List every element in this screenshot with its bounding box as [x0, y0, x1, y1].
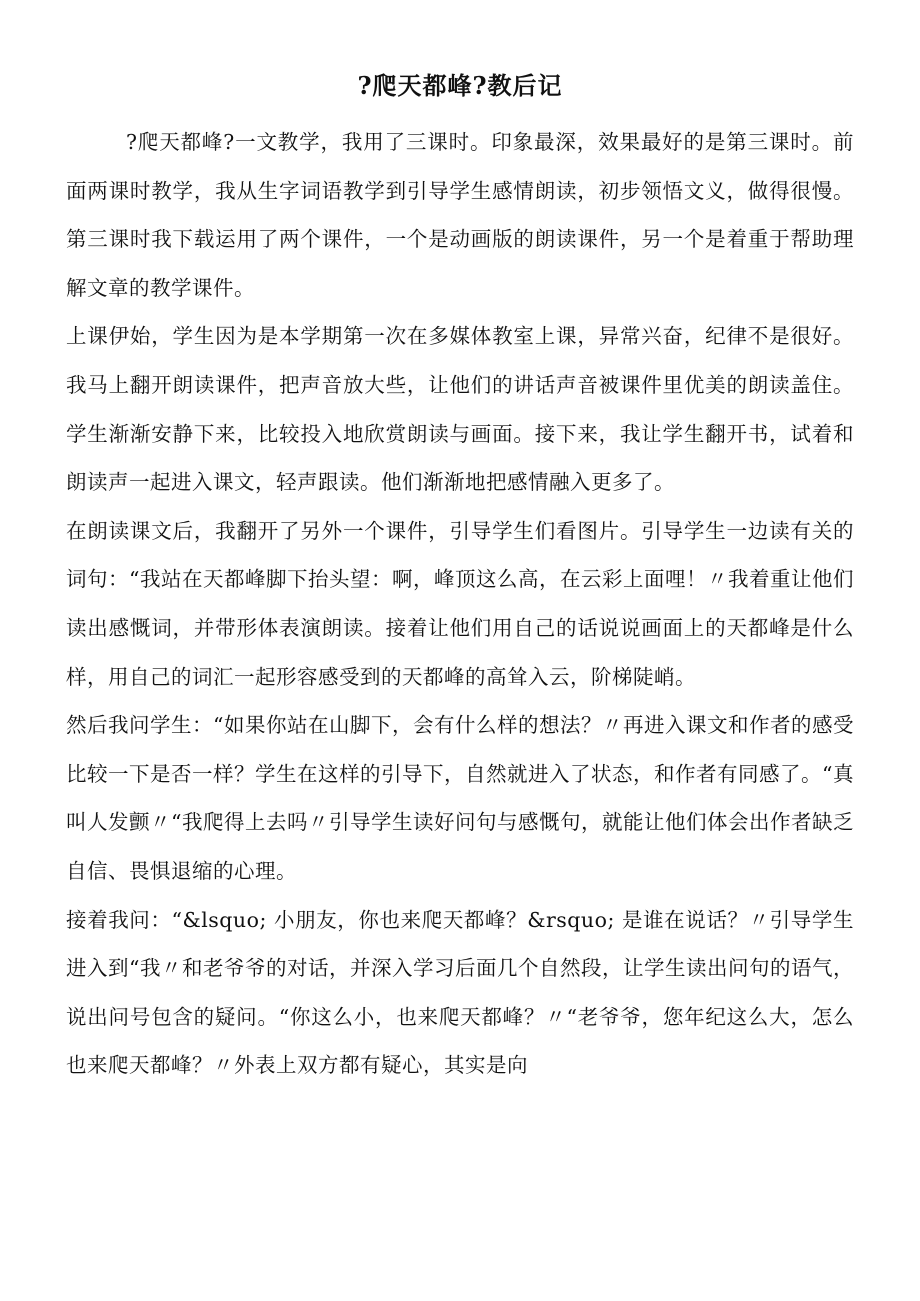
paragraph-3: 在朗读课文后，我翻开了另外一个课件，引导学生们看图片。引导学生一边读有关的词句：“我站在天都峰脚下抬头望：啊，峰顶这么高，在云彩上面哩！〃我着重让他们读出感慨词，并带形体表演朗读。接着让他们用自己的话说说画面上的天都峰是什么样，用自己的词汇一起形容感受到的天都峰的高耸入云，阶梯陡峭。 [66, 518, 854, 689]
paragraph-4: 然后我问学生：“如果你站在山脚下，会有什么样的想法？〃再进入课文和作者的感受比较一下是否一样？学生在这样的引导下，自然就进入了状态，和作者有同感了。“真叫人发颤〃“我爬得上去吗〃引导学生读好问句与感慨句，就能让他们体会出作者缺乏自信、畏惧退缩的心理。 [66, 713, 854, 883]
document-body [66, 118, 854, 1090]
paragraph-5: 接着我问：“&lsquo; 小朋友，你也来爬天都峰？&rsquo; 是谁在说话？〃引导学生进入到“我〃和老爷爷的对话，并深入学习后面几个自然段，让学生读出问句的语气，说出问号包含的疑问。“你这么小，也来爬天都峰？〃“老爷爷，您年纪这么大，怎么也来爬天都峰？〃外表上双方都有疑心，其实是向 [66, 907, 854, 1078]
paragraph-2: 上课伊始，学生因为是本学期第一次在多媒体教室上课，异常兴奋，纪律不是很好。我马上翻开朗读课件，把声音放大些，让他们的讲话声音被课件里优美的朗读盖住。学生渐渐安静下来，比较投入地欣赏朗读与画面。接下来，我让学生翻开书，试着和朗读声一起进入课文，轻声跟读。他们渐渐地把感情融入更多了。 [66, 324, 854, 495]
paragraph-1: ?爬天都峰?一文教学，我用了三课时。印象最深，效果最好的是第三课时。前面两课时教学，我从生字词语教学到引导学生感情朗读，初步领悟文义，做得很慢。第三课时我下载运用了两个课件，一个是动画版的朗读课件，另一个是着重于帮助理解文章的教学课件。 [66, 130, 854, 300]
page-title: ?爬天都峰?教后记 [357, 71, 563, 100]
